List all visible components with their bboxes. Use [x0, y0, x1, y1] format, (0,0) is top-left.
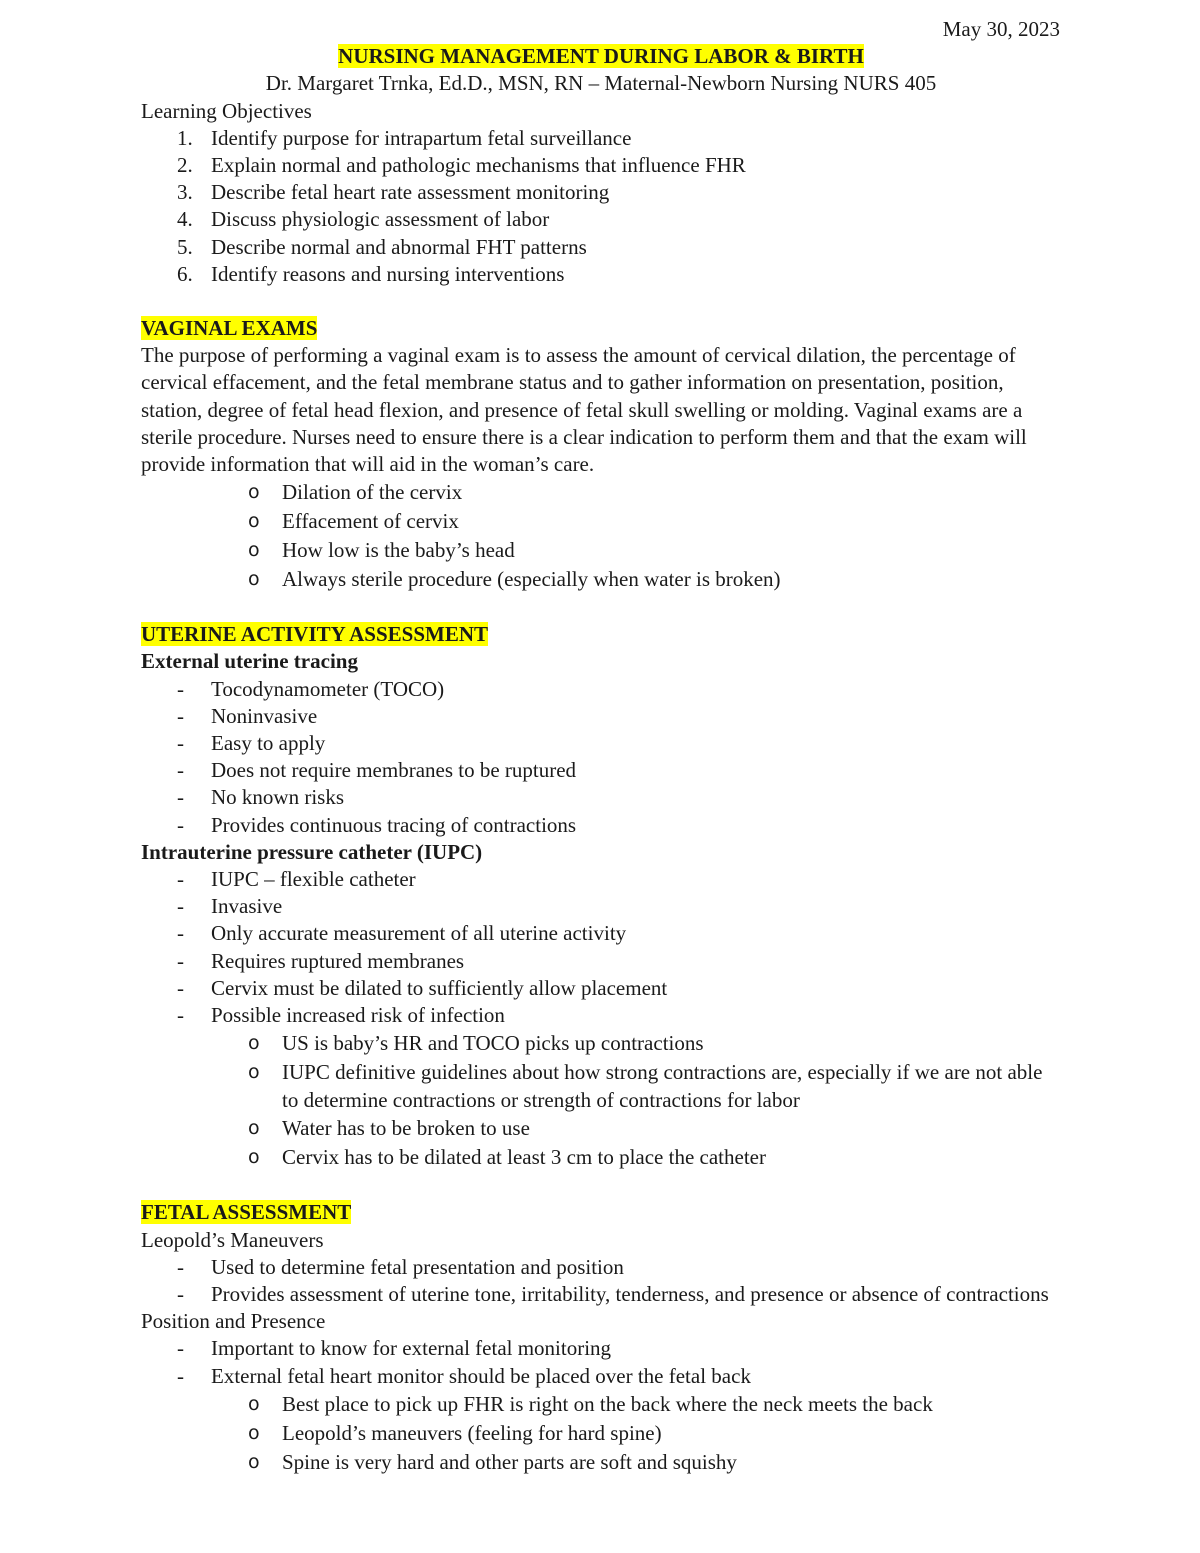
dash-bullet-icon: - — [177, 731, 184, 756]
list-item-text: Cervix must be dilated to sufficiently allow placement — [211, 975, 668, 1000]
leopold-list — [141, 1254, 1061, 1308]
list-item-text: Does not require membranes to be ruptured — [211, 758, 577, 783]
list-item — [141, 1281, 1061, 1308]
circle-bullet-icon: o — [248, 1450, 260, 1473]
list-item-text: Tocodynamometer (TOCO) — [211, 676, 445, 701]
list-item-text: Identify purpose for intrapartum fetal surveillance — [211, 125, 632, 150]
section-heading-text: FETAL ASSESSMENT — [141, 1200, 352, 1225]
section-heading-fetal-assessment — [141, 1199, 1061, 1226]
list-item-text: Easy to apply — [211, 731, 326, 756]
list-item — [141, 1390, 1061, 1419]
list-item-text: Provides continuous tracing of contractions — [211, 812, 577, 837]
dash-bullet-icon: - — [177, 1003, 184, 1028]
dash-bullet-icon: - — [177, 894, 184, 919]
list-item — [141, 812, 1061, 839]
circle-bullet-icon: o — [248, 481, 260, 504]
list-item — [141, 1448, 1061, 1477]
spacer — [141, 594, 1061, 621]
list-item — [141, 676, 1061, 703]
list-item — [141, 866, 1061, 893]
list-item-text: Noninvasive — [211, 703, 318, 728]
dash-bullet-icon: - — [177, 703, 184, 728]
vaginal-exams-paragraph: The purpose of performing a vaginal exam is to assess the amount of cervical dilation, the percentage of cervical effacement, and the fetal membrane status and to gather information on presentation, position, station, degree of fetal head flexion, and presence of fetal skull swelling or molding. Vaginal exams are a sterile procedure. Nurses need to ensure there is a clear indication to perform them and that the exam will provide information that will aid in the woman’s care. — [141, 343, 1027, 477]
list-number: 5. — [177, 234, 193, 259]
list-item-text: Best place to pick up FHR is right on the back where the neck meets the back — [282, 1391, 933, 1416]
list-item-text: Always sterile procedure (especially when water is broken) — [282, 567, 781, 592]
circle-bullet-icon: o — [248, 1061, 260, 1084]
list-item-text: Leopold’s maneuvers (feeling for hard spine) — [282, 1420, 662, 1445]
list-item-text: US is baby’s HR and TOCO picks up contractions — [282, 1031, 704, 1056]
section-heading-vaginal-exams — [141, 315, 1061, 342]
list-item — [141, 1029, 1061, 1058]
list-item-text: Only accurate measurement of all uterine activity — [211, 921, 627, 946]
dash-bullet-icon: - — [177, 948, 184, 973]
spacer — [141, 288, 1061, 315]
list-item — [141, 1114, 1061, 1143]
list-item — [141, 757, 1061, 784]
dash-bullet-icon: - — [177, 785, 184, 810]
list-item-text: External fetal heart monitor should be placed over the fetal back — [211, 1363, 751, 1388]
list-item — [141, 507, 1061, 536]
list-item-text: Possible increased risk of infection — [211, 1003, 505, 1028]
list-item — [141, 784, 1061, 811]
document-title — [141, 43, 1061, 70]
list-item-text: Provides assessment of uterine tone, irritability, tenderness, and presence or absence of contractions — [211, 1281, 1049, 1306]
objectives-heading: Learning Objectives — [141, 98, 312, 123]
circle-bullet-icon: o — [248, 1392, 260, 1415]
list-item-text: Discuss physiologic assessment of labor — [211, 207, 550, 232]
circle-bullet-icon: o — [248, 1117, 260, 1140]
section-heading-uterine-activity — [141, 621, 1061, 648]
subheading-leopold: Leopold’s Maneuvers — [141, 1227, 324, 1252]
list-item — [141, 1419, 1061, 1448]
list-item — [141, 1002, 1061, 1029]
list-item-text: Describe fetal heart rate assessment monitoring — [211, 180, 610, 205]
list-number: 3. — [177, 180, 193, 205]
dash-bullet-icon: - — [177, 1363, 184, 1388]
dash-bullet-icon: - — [177, 1336, 184, 1361]
subheading-iupc: Intrauterine pressure catheter (IUPC) — [141, 839, 483, 864]
section-heading-text: VAGINAL EXAMS — [141, 316, 318, 341]
dash-bullet-icon: - — [177, 812, 184, 837]
list-item — [141, 730, 1061, 757]
spacer — [141, 1172, 1061, 1199]
circle-bullet-icon: o — [248, 539, 260, 562]
dash-bullet-icon: - — [177, 676, 184, 701]
list-item-text: Spine is very hard and other parts are soft and squishy — [282, 1449, 737, 1474]
dash-bullet-icon: - — [177, 867, 184, 892]
list-number: 4. — [177, 207, 193, 232]
list-item — [141, 893, 1061, 920]
list-item — [141, 948, 1061, 975]
list-number: 6. — [177, 261, 193, 286]
circle-bullet-icon: o — [248, 1421, 260, 1444]
position-sub-list — [141, 1390, 1061, 1477]
list-item — [141, 1143, 1061, 1172]
list-item — [141, 125, 1061, 152]
list-item-text: IUPC definitive guidelines about how strong contractions are, especially if we are not able to determine contractions or strength of contractions for labor — [282, 1060, 1043, 1113]
list-item-text: How low is the baby’s head — [282, 538, 515, 563]
list-number: 2. — [177, 153, 193, 178]
objectives-list — [141, 125, 1061, 288]
list-item — [141, 536, 1061, 565]
document-title-text: NURSING MANAGEMENT DURING LABOR & BIRTH — [338, 44, 864, 69]
list-item — [141, 152, 1061, 179]
circle-bullet-icon: o — [248, 1146, 260, 1169]
list-item-text: Cervix has to be dilated at least 3 cm to place the catheter — [282, 1145, 766, 1170]
vaginal-exams-bullets — [141, 478, 1061, 594]
dash-bullet-icon: - — [177, 758, 184, 783]
list-item-text: Describe normal and abnormal FHT patterns — [211, 234, 587, 259]
list-item — [141, 1363, 1061, 1390]
list-item — [141, 261, 1061, 288]
list-item-text: Invasive — [211, 894, 283, 919]
list-item — [141, 920, 1061, 947]
list-item-text: Identify reasons and nursing interventions — [211, 261, 565, 286]
list-item — [141, 478, 1061, 507]
list-item-text: Important to know for external fetal monitoring — [211, 1336, 612, 1361]
circle-bullet-icon: o — [248, 1032, 260, 1055]
dash-bullet-icon: - — [177, 1254, 184, 1279]
dash-bullet-icon: - — [177, 921, 184, 946]
list-number: 1. — [177, 125, 193, 150]
document-page — [141, 16, 1061, 1477]
list-item-text: Requires ruptured membranes — [211, 948, 465, 973]
list-item — [141, 703, 1061, 730]
document-byline: Dr. Margaret Trnka, Ed.D., MSN, RN – Maternal-Newborn Nursing NURS 405 — [265, 71, 937, 96]
list-item-text: IUPC – flexible catheter — [211, 867, 416, 892]
external-tracing-list — [141, 676, 1061, 839]
circle-bullet-icon: o — [248, 568, 260, 591]
list-item — [141, 206, 1061, 233]
list-item-text: Explain normal and pathologic mechanisms that influence FHR — [211, 153, 746, 178]
list-item-text: Water has to be broken to use — [282, 1116, 530, 1141]
list-item-text: Used to determine fetal presentation and position — [211, 1254, 624, 1279]
circle-bullet-icon: o — [248, 510, 260, 533]
subheading-external-tracing: External uterine tracing — [141, 649, 358, 674]
list-item-text: No known risks — [211, 785, 345, 810]
list-item-text: Effacement of cervix — [282, 509, 459, 534]
document-date: May 30, 2023 — [942, 17, 1060, 41]
subheading-position-presence: Position and Presence — [141, 1309, 326, 1334]
position-list — [141, 1335, 1061, 1389]
list-item — [141, 179, 1061, 206]
list-item — [141, 1335, 1061, 1362]
list-item — [141, 1058, 1061, 1114]
list-item — [141, 565, 1061, 594]
list-item — [141, 1254, 1061, 1281]
dash-bullet-icon: - — [177, 975, 184, 1000]
section-heading-text: UTERINE ACTIVITY ASSESSMENT — [141, 622, 489, 647]
iupc-sub-list — [141, 1029, 1061, 1172]
iupc-list — [141, 866, 1061, 1029]
dash-bullet-icon: - — [177, 1281, 184, 1306]
list-item-text: Dilation of the cervix — [282, 480, 463, 505]
list-item — [141, 234, 1061, 261]
list-item — [141, 975, 1061, 1002]
